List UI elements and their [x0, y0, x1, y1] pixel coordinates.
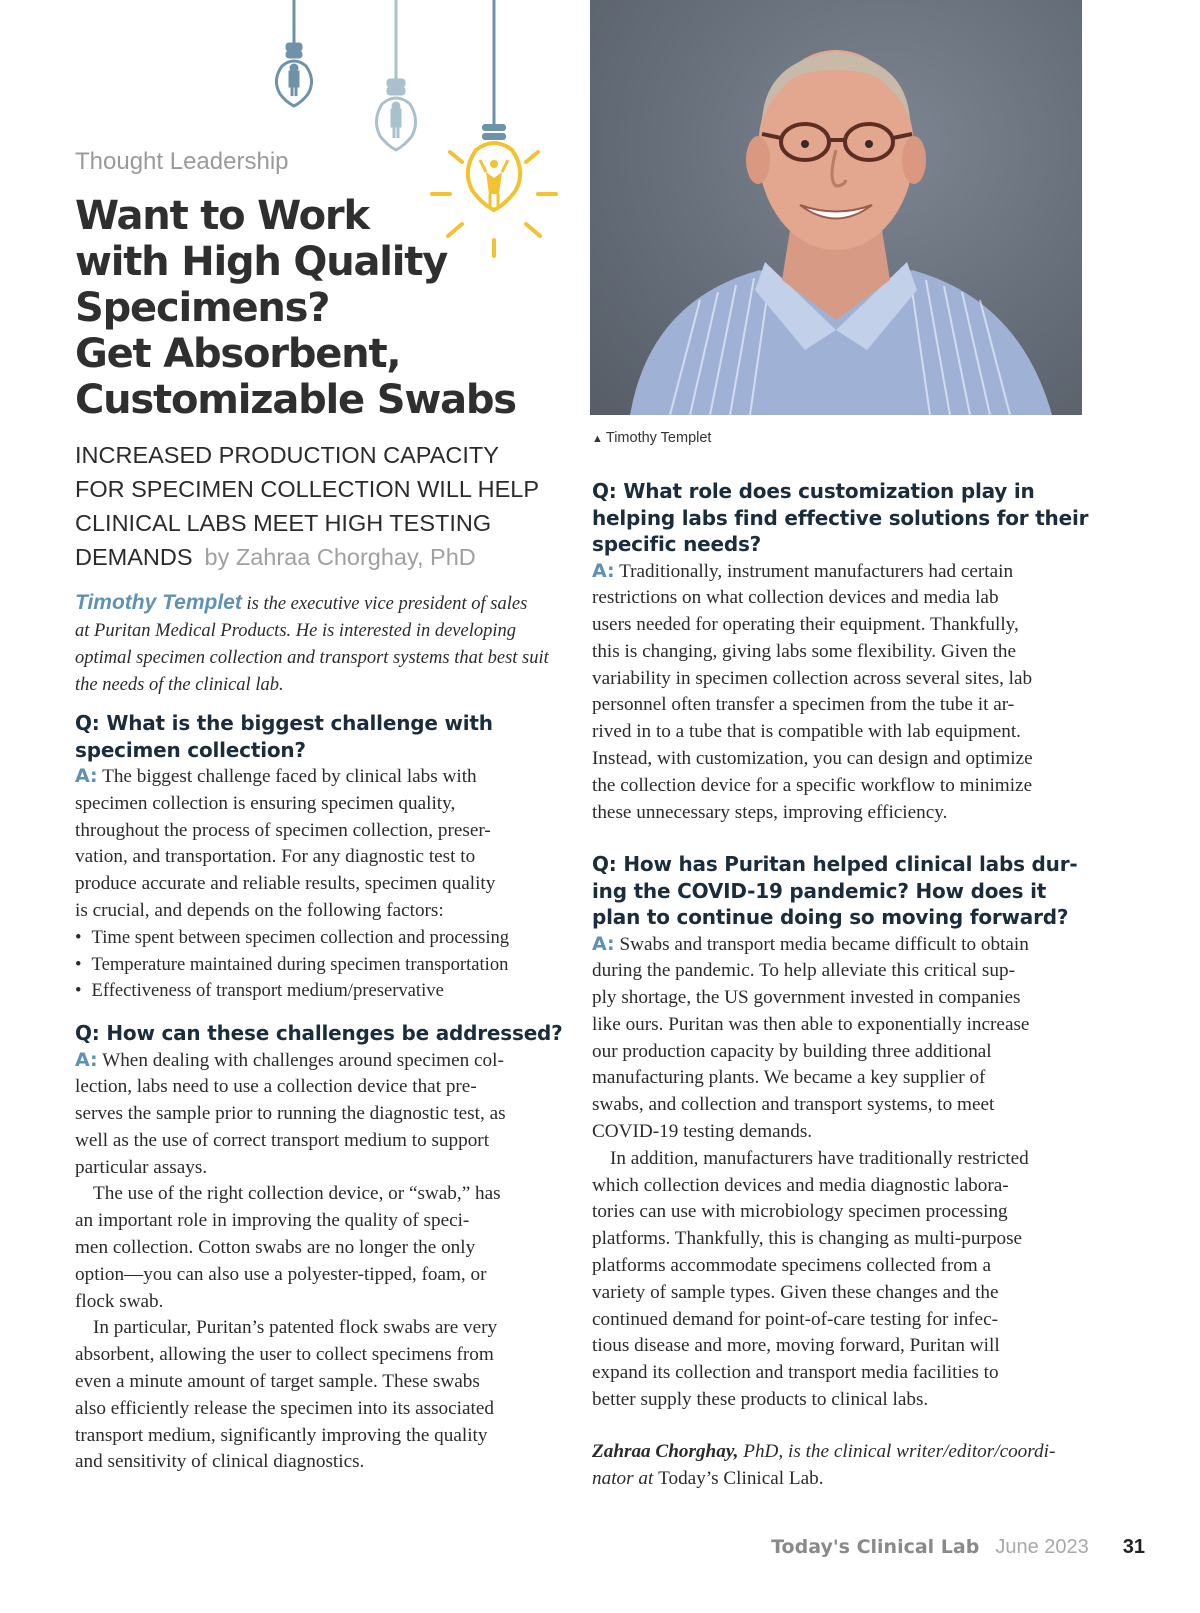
headline-line: Want to Work	[75, 193, 369, 239]
portrait-illustration	[590, 0, 1082, 415]
list-item: • Temperature maintained during specimen transportation	[75, 952, 575, 979]
answer-line: produce accurate and reliable results, specimen quality	[75, 873, 496, 895]
photo-caption	[592, 430, 711, 446]
lightbulb-icon-left	[276, 0, 311, 106]
question-heading	[592, 478, 1102, 558]
question-line: helping labs find effective solutions for their	[592, 505, 1089, 530]
answer-line: an important role in improving the quality of speci-	[75, 1210, 470, 1232]
author-note-line	[592, 1439, 1102, 1466]
answer-line: specimen collection is ensuring specimen quality,	[75, 792, 456, 814]
qa-block-covid	[592, 851, 1102, 1414]
answer-line-first	[75, 763, 575, 791]
answer-line: our production capacity by building three additional	[592, 1040, 992, 1062]
answer-line: throughout the process of specimen collection, preser-	[75, 819, 491, 841]
answer-text	[592, 558, 1102, 827]
answer-line: serves the sample prior to running the diagnostic test, as	[75, 1103, 506, 1125]
answer-line-text: Traditionally, instrument manufacturers had certain	[614, 560, 1014, 582]
answer-line: The use of the right collection device, or “swab,” has	[93, 1183, 501, 1205]
question-line: Q: What is the biggest challenge with	[75, 711, 493, 735]
headline-line: Get Absorbent,	[75, 331, 401, 377]
question-line: plan to continue doing so moving forward?	[592, 905, 1069, 929]
answer-line: continued demand for point-of-care testing for infec-	[592, 1308, 998, 1330]
answer-line: tious disease and more, moving forward, Puritan will	[592, 1335, 1000, 1357]
subhead-line: INCREASED PRODUCTION CAPACITY	[75, 442, 499, 468]
subhead-line: FOR SPECIMEN COLLECTION WILL HELP	[75, 476, 539, 502]
answer-line: COVID-19 testing demands.	[592, 1121, 813, 1143]
answer-label: A:	[75, 765, 98, 787]
answer-line: which collection devices and media diagnostic labora-	[592, 1174, 1009, 1196]
answer-line-first	[592, 931, 1102, 959]
answer-line: lection, labs need to use a collection device that pre-	[75, 1076, 477, 1098]
answer-line: flock swab.	[75, 1290, 164, 1312]
qa-block-address	[75, 1020, 575, 1476]
question-line: specific needs?	[592, 532, 762, 556]
answer-line: variety of sample types. Given these changes and the	[592, 1281, 999, 1303]
qa-block-customization	[592, 478, 1102, 826]
list-item: • Effectiveness of transport medium/preservative	[75, 978, 575, 1005]
author-note	[592, 1439, 1102, 1493]
subhead-line-text: DEMANDS	[75, 544, 193, 570]
intro-line-first	[75, 589, 575, 618]
answer-line: this is changing, giving labs some flexibility. Given the	[592, 640, 1017, 662]
publication-name: Today’s Clinical Lab.	[658, 1467, 824, 1489]
answer-label: A:	[592, 932, 615, 955]
answer-line-first	[592, 558, 1102, 586]
footer-date: June 2023	[995, 1536, 1089, 1558]
question-heading	[75, 710, 575, 763]
answer-line: absorbent, allowing the user to collect specimens from	[75, 1344, 494, 1366]
answer-line: platforms accommodate specimens collected from a	[592, 1255, 992, 1277]
answer-line: rived in to a tube that is compatible with lab equipment.	[592, 721, 1021, 743]
page-footer	[771, 1536, 1145, 1559]
factor-list	[75, 925, 575, 1005]
answer-line-text: The biggest challenge faced by clinical labs with	[97, 766, 477, 787]
intro-paragraph	[75, 589, 575, 699]
answer-label: A:	[75, 1048, 98, 1071]
answer-line: In particular, Puritan’s patented flock swabs are very	[93, 1317, 498, 1339]
caption-text: Timothy Templet	[605, 430, 712, 446]
footer-publication: Today's Clinical Lab	[771, 1536, 980, 1558]
answer-line: is crucial, and depends on the following factors:	[75, 899, 444, 921]
portrait-photo	[590, 0, 1082, 415]
page-number: 31	[1122, 1536, 1145, 1558]
author-note-text: nator at	[592, 1467, 659, 1489]
question-line: specimen collection?	[75, 737, 306, 762]
answer-line: tories can use with microbiology specimen processing	[592, 1201, 1008, 1223]
intro-text: is the executive vice president of sales	[241, 594, 528, 614]
answer-line: particular assays.	[75, 1156, 208, 1178]
article-headline	[75, 193, 525, 423]
answer-line: during the pandemic. To help alleviate this critical sup-	[592, 960, 1015, 982]
answer-line: Instead, with customization, you can design and optimize	[592, 748, 1033, 770]
answer-line: even a minute amount of target sample. These swabs	[75, 1371, 480, 1393]
answer-line: also efficiently release the specimen into its associated	[75, 1397, 494, 1419]
answer-line: manufacturing plants. We became a key supplier of	[592, 1067, 986, 1089]
interviewee-name: Timothy Templet	[75, 591, 242, 614]
section-label: Thought Leadership	[75, 148, 289, 175]
answer-line: and sensitivity of clinical diagnostics.	[75, 1451, 365, 1473]
question-line: ing the COVID-19 pandemic? How does it	[592, 878, 1047, 903]
intro-text: at Puritan Medical Products. He is interested in developing	[75, 621, 517, 641]
answer-line: platforms. Thankfully, this is changing as multi-purpose	[592, 1228, 1023, 1250]
lightbulb-icon-middle	[376, 0, 415, 150]
question-heading	[75, 1020, 575, 1047]
answer-label: A:	[592, 559, 615, 582]
qa-block-challenge	[75, 710, 575, 1005]
question-line: Q: How has Puritan helped clinical labs dur-	[592, 852, 1078, 876]
byline: by Zahraa Chorghay, PhD	[204, 544, 476, 570]
caret-up-icon: ▲	[592, 433, 603, 445]
subhead-line: CLINICAL LABS MEET HIGH TESTING	[75, 510, 492, 536]
intro-text: the needs of the clinical lab.	[75, 675, 284, 695]
answer-text	[592, 931, 1102, 1414]
author-name: Zahraa Chorghay,	[592, 1441, 739, 1462]
answer-line: the collection device for a specific workflow to minimize	[592, 774, 1033, 796]
answer-line: these unnecessary steps, improving efficiency.	[592, 801, 948, 823]
answer-line: men collection. Cotton swabs are no longer the only	[75, 1237, 476, 1259]
answer-line: swabs, and collection and transport systems, to meet	[592, 1094, 995, 1116]
answer-line: restrictions on what collection devices and media lab	[592, 587, 999, 609]
answer-line-first	[75, 1047, 575, 1075]
answer-line: users needed for operating their equipment. Thankfully,	[592, 614, 1019, 636]
answer-line: vation, and transportation. For any diagnostic test to	[75, 846, 476, 868]
headline-line: with High Quality	[75, 239, 448, 285]
answer-line: transport medium, significantly improving the quality	[75, 1424, 488, 1446]
answer-line-text: Swabs and transport media became difficult to obtain	[614, 933, 1029, 955]
list-item: • Time spent between specimen collection and processing	[75, 925, 575, 952]
answer-line: variability in specimen collection across several sites, lab	[592, 667, 1033, 689]
answer-text	[75, 763, 575, 1005]
subhead-line-last	[75, 540, 565, 574]
answer-line: like ours. Puritan was then able to exponentially increase	[592, 1013, 1030, 1035]
intro-text: optimal specimen collection and transport systems that best suit	[75, 648, 549, 668]
question-line: Q: How can these challenges be addressed?	[75, 1021, 563, 1045]
question-line: Q: What role does customization play in	[592, 479, 1035, 503]
answer-line: personnel often transfer a specimen from the tube it ar-	[592, 694, 1015, 716]
question-heading	[592, 851, 1102, 931]
article-subhead	[75, 438, 565, 574]
answer-line-text: When dealing with challenges around specimen col-	[97, 1049, 504, 1071]
author-note-text: PhD, is the clinical writer/editor/coordi-	[738, 1441, 1056, 1462]
answer-line: ply shortage, the US government invested in companies	[592, 987, 1021, 1009]
answer-line: expand its collection and transport media facilities to	[592, 1362, 999, 1384]
headline-line: Specimens?	[75, 285, 330, 331]
answer-line: well as the use of correct transport medium to support	[75, 1129, 490, 1151]
answer-line: In addition, manufacturers have traditionally restricted	[610, 1147, 1029, 1169]
answer-line: better supply these products to clinical labs.	[592, 1389, 929, 1411]
headline-line: Customizable Swabs	[75, 377, 516, 423]
answer-text	[75, 1047, 575, 1477]
answer-line: option—you can also use a polyester-tipped, foam, or	[75, 1263, 487, 1285]
author-note-line	[592, 1466, 1102, 1493]
